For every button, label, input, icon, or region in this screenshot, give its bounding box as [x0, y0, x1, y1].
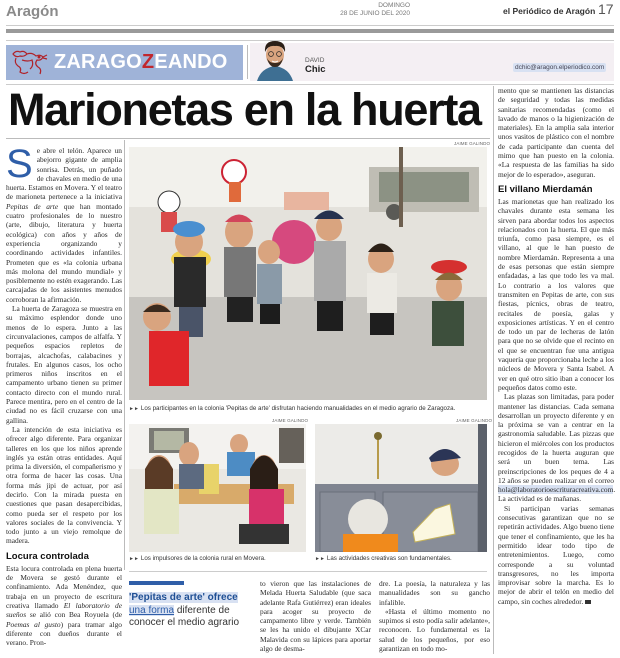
italic-text: Poemas al gusto — [6, 619, 61, 629]
text: Si participan varias semanas consecutivas garantizan que no se repetirán actividades. Algo bueno tiene que tener el confinamiento, que les ha permitido idear todo tipo de entretenimientos. Luego, como corresponde a su voluntad transgresores, no les importa improvisar sobre la marcha. Es lo mejor de abrir el telón en medio del campo, sin coches alrededor. — [498, 503, 614, 606]
headline-rule — [6, 138, 490, 139]
date-block — [340, 2, 410, 18]
text: e abre el telón. Aparece un abejorro gigante de amplia sonrisa. Detrás, un puñado de chavales en medio de una huerta. Estamos en Movera. Y el teatro de marioneta pertenece a la iniciativa — [6, 146, 122, 202]
paragraph — [498, 392, 614, 504]
pull-quote-bold: 'Pepitas de arte' ofrece — [129, 592, 238, 603]
pull-quote-rest: diferente de conocer el medio agrario — [129, 604, 240, 628]
caption-arrows-icon: ►► — [129, 556, 139, 562]
paragraph: Las marionetas que han realizado los chavales durante esta semana les sirven para abordar todos los aspectos relacionados con la huerta. El que más triunfa, como pasa siempre, es el villano, al que le han puesto de nombre Mierdamán. Representa a una de esas personas que están siempre enfadadas, a las que todo les va mal. Lo contrario a los valores que transmiten en Pepitas de arte, con sus fiestas, pícnics, obras de teatro, recitales de poesía, galas y exposiciones artísticas. Y en el centro de todo un par de lecheras de latón para que no se olvide que el recinto en el que se encuentran fue una antigua vaquería que proporcionaba leche a los núcleos de Movera y Santa Isabel. A ver en qué otro sitio iban a conocer los pequeños datos como este. — [498, 196, 614, 392]
left-photo-caption — [129, 555, 266, 562]
text: ) para tramar algo diferente con dueños durante el verano. Pron- — [6, 619, 122, 648]
section-name: Aragón — [6, 3, 59, 20]
photo-credit: JAIME GALINDO — [456, 418, 493, 423]
italic-text: El laboratorio de sueños — [6, 600, 122, 620]
article-column-4 — [379, 579, 490, 653]
paragraph: dre. La poesía, la naturaleza y las manualidades son su gancho infalible. — [379, 579, 490, 607]
page-header — [0, 0, 620, 26]
caption-text: Los participantes en la colonia 'Pepitas de arte' disfrutan haciendo manualidades en el medio agrario de Zaragoza. — [140, 405, 456, 412]
banner-divider — [247, 45, 248, 79]
pull-quote — [129, 592, 249, 630]
caption-text: Los impulsores de la colonia rural en Movera. — [140, 555, 266, 562]
main-photo-caption — [129, 405, 455, 412]
page-number: 17 — [598, 1, 614, 17]
author-last-name: Chic — [305, 64, 326, 75]
caption-arrows-icon: ►► — [315, 556, 325, 562]
paragraph — [6, 142, 123, 304]
organizers-image — [129, 424, 306, 552]
author-email-link[interactable]: dchic@aragon.elperiodico.com — [515, 64, 605, 71]
article-column-1 — [6, 142, 123, 648]
paragraph: La intención de esta iniciativa es ofrecer algo diferente. Para organizar talleres en los que los niños aprende inglés ya están otras entidades. Aquí prima la diversión, el compañerismo y otra forma de hacer las cosas. Una forma más jipi de actuar, por así decirlo. Con la mirada puesta en cuestiones que pasan desapercibidas, como pueda ser el respeto por los valores sociales de la convivencia. Y todo junto a un viejo remolque de madera. — [6, 424, 122, 546]
caption-text: Las actividades creativas son fundamentales. — [326, 555, 452, 562]
newspaper-name: el Periódico de Aragón — [503, 6, 596, 16]
paragraph: «Hasta el último momento no supimos si esto podía salir adelante», reconocen. Lo fundamental es la salud de los pequeños, por eso garantizan en todo mo- — [379, 606, 490, 654]
puppet-show-image — [315, 424, 487, 552]
article-column-3 — [260, 579, 371, 653]
caption-arrows-icon: ►► — [129, 406, 139, 412]
paragraph: La huerta de Zaragoza se muestra en su máximo esplendor donde uno menos de lo espera. Junto a las circunvalaciones, campos de alfalfa. Y pequeños espacios repletos de borrajas, alcachofas, calabacines y frutales. En algunos casos, los ocho primeros niños inscritos en el campamento urbano tienen su primer contacto directo con el mundo rural. Parece mentira, pero en el centro de la ciudad no es fácil cruzarse con una gallina. — [6, 304, 122, 425]
column-title — [54, 51, 228, 74]
subheading: Locura controlada — [6, 550, 89, 562]
right-photo — [315, 424, 487, 552]
text: Esta locura controlada en plena huerta de Movera se gestó durante el confinamiento. Ada Menéndez, que trabaja en un proyecto de escritura creativa llamado — [6, 563, 122, 610]
weekday: DOMINGO — [378, 2, 410, 9]
children-with-puppets-image — [129, 147, 487, 400]
paragraph — [6, 564, 122, 648]
author-avatar — [255, 36, 295, 81]
email-link[interactable]: hola@laboratorioescrituracreativa.com — [498, 485, 614, 495]
left-photo — [129, 424, 306, 552]
header-rule — [6, 25, 614, 26]
title-part-1: ZARAGO — [54, 51, 142, 73]
photo-credit: JAIME GALINDO — [272, 418, 309, 423]
photo-section-rule — [129, 571, 487, 572]
drop-cap: S — [6, 142, 33, 186]
headline: Marionetas en la huerta — [8, 84, 481, 135]
end-of-article-icon — [585, 600, 591, 604]
title-part-2: EANDO — [154, 51, 228, 73]
column-divider-right — [493, 86, 494, 654]
article-column-5 — [498, 86, 614, 606]
text: que han montado cuatro profesionales de lo nuestro (arte, dibujo, literatura y huerta ecológica) con años y años de experiencia organizando y coordinando actividades infantiles. Prometen que es «la colonia urbana más molona del mundo mundial» y posiblemente no estén exagerando. Las carcajadas de los asistentes menudos corroboran la afirmación. — [6, 201, 123, 304]
pull-quote-bar — [129, 581, 184, 585]
right-photo-caption — [315, 555, 452, 562]
italic-text: Pepitas de arte — [6, 201, 59, 211]
author-first-name: DAVID — [305, 57, 325, 64]
text: se alió con Bea Royuela (de — [26, 610, 122, 620]
column-banner — [6, 45, 243, 80]
pull-quote-link[interactable]: una forma — [129, 604, 175, 616]
title-accent-z: Z — [141, 51, 155, 73]
paragraph: to vieron que las instalaciones de Melada Huerta Saludable (que saca adelante Rafa Gutiérrez) eran ideales para acoger su proyecto de campamento libre y verde. También se les ha unido el dibujante XCar Malavida con su lápices para aportar algo de desma- — [260, 579, 371, 654]
date: 28 DE JUNIO DEL 2020 — [340, 10, 410, 17]
paragraph: mento que se mantienen las distancias de seguridad y todas las medidas sanitarias recomendadas (como el lavado de manos o la higienización de materiales). En la amplia sala interior unos vasitos de plástico con el nombre de cada participante dan cuenta del mimo que han puesto en la colonia. «La respuesta de las familias ha sido mejor de lo esperado», aseguran. — [498, 86, 614, 179]
photo-credit: JAIME GALINDO — [454, 141, 491, 146]
text: Las plazas son limitadas, para poder mantener las distancias. Cada semana desarrollan un proyecto diferente y en la próxima se van a centrar en la gastronomía saludable. Las pizzas que hicieron el miércoles con los productos recogidos de la huerta auguran que será un buen tema. Las preinscripciones de los peques de 4 a 12 años se pueden realizar en el correo — [498, 392, 614, 485]
column-divider-1 — [124, 140, 125, 570]
main-photo — [129, 147, 487, 400]
header-bar — [6, 29, 614, 33]
header-rule-lower — [6, 40, 614, 41]
paragraph — [498, 504, 614, 606]
text: . La actividad es de mañanas. — [498, 485, 616, 504]
subheading: El villano Mierdamán — [498, 183, 593, 195]
dragon-logo-icon — [10, 48, 50, 78]
